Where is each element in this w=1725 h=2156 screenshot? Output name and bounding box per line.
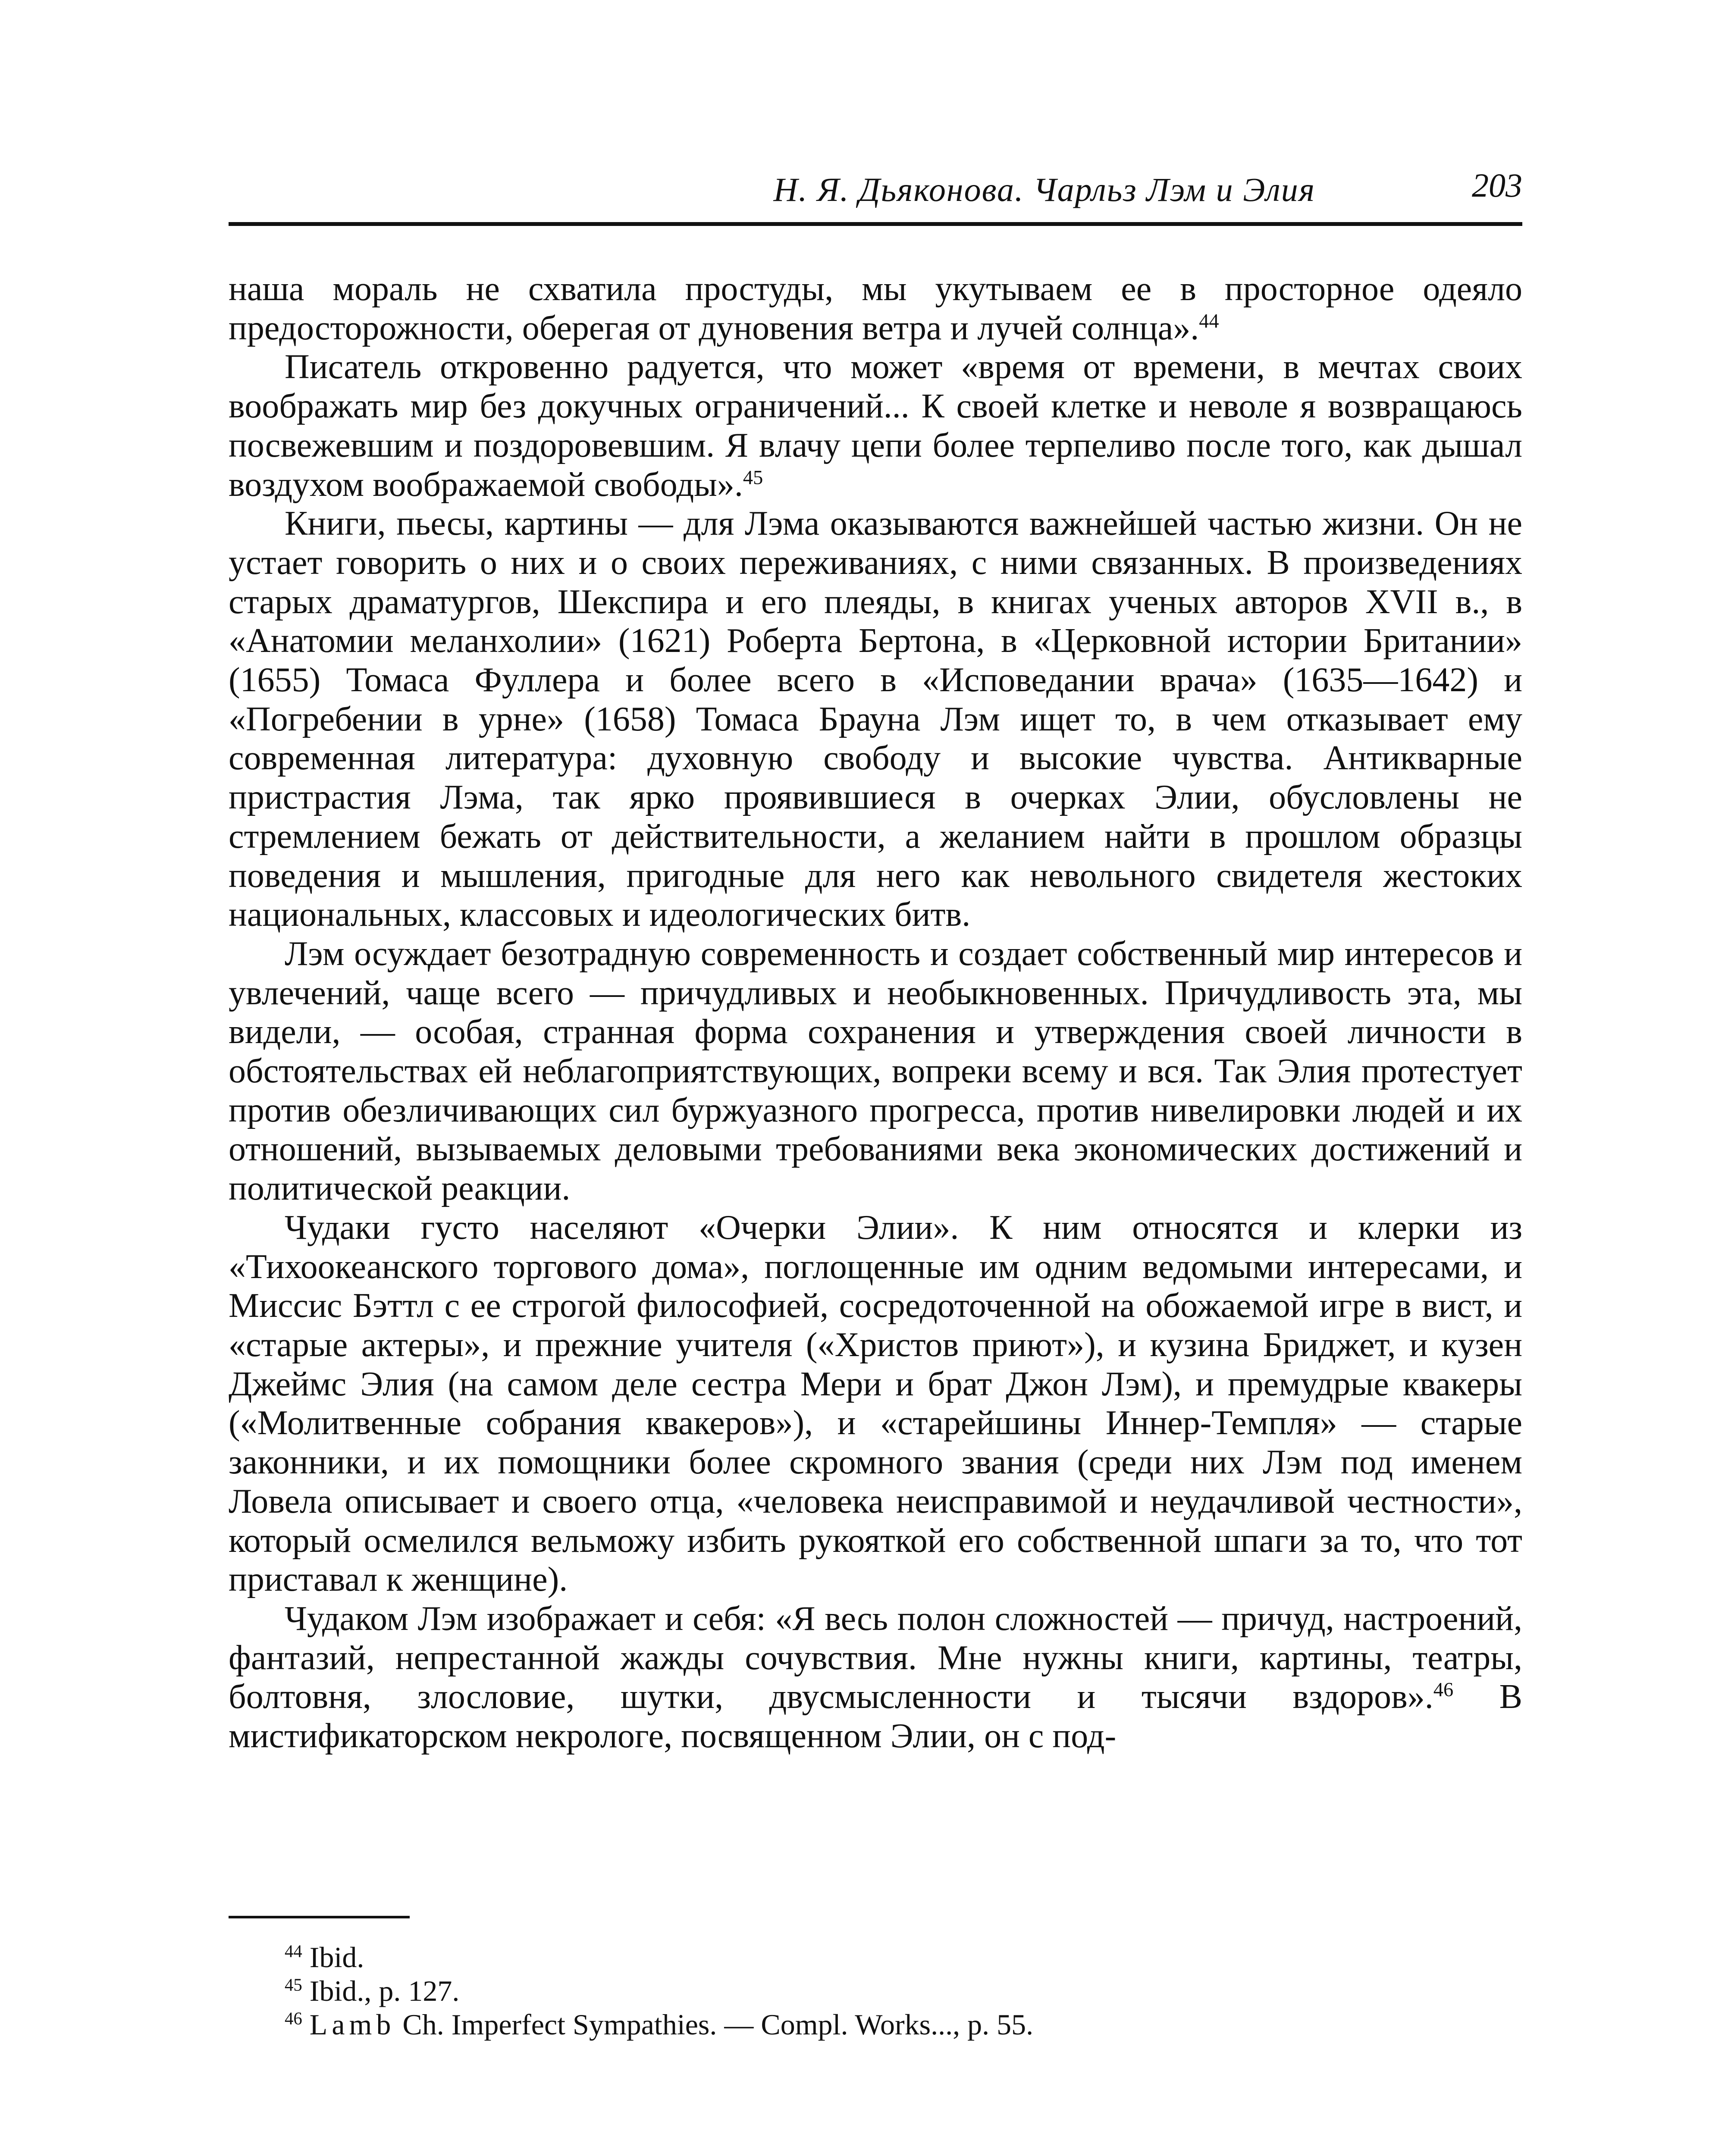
paragraph-text: Лэм осуждает безотрадную современность и создает собственный мир интересов и увлечений, чаще всего — причудливых и необыкновенных. Причудливость эта, мы видели, — особая, странная форма сохранения и утверждения своей личности в обстоятельствах ей неблагоприятствующих, вопреки всему и вся. Так Элия протестует против обезличивающих сил буржуазного прогресса, против нивелировки людей и их отношений, вызываемых деловыми требованиями века экономических достижений и политической реакции. [229,934,1522,1208]
main-text [229,270,1522,1756]
footnotes [285,1940,1522,2041]
footnote-rule [229,1916,410,1918]
footnote-text: Ibid. [309,1941,364,1974]
footnote-number: 46 [285,2009,302,2028]
footnote-author: Lamb [309,2008,395,2041]
footnote-text: Ibid., p. 127. [309,1974,460,2007]
footnote-text: Ch. Imperfect Sympathies. — Compl. Works..., p. 55. [395,2008,1034,2041]
paragraph [229,504,1522,934]
footnote-ref: 46 [1433,1679,1454,1701]
page-number: 203 [1472,166,1522,204]
footnote [285,1940,1522,1974]
paragraph-text: Чудаком Лэм изображает и себя: «Я весь полон сложностей — причуд, настроений, фантазий, непрестанной жажды сочувствия. Мне нужны книги, картины, театры, болтовня, злословие, шутки, двусмысленности и тысячи вздоров». [229,1599,1522,1716]
footnote-ref: 44 [1199,310,1219,332]
paragraph-text: наша мораль не схватила простуды, мы укутываем ее в просторное одеяло предосторожности, оберегая от дуновения ветра и лучей солнца». [229,270,1522,347]
header-rule [229,222,1522,226]
running-title: Н. Я. Дьяконова. Чарльз Лэм и Элия [773,171,1315,208]
paragraph [229,1208,1522,1599]
paragraph-text: В мистификаторском некрологе, посвященном Элии, он с под- [229,1678,1522,1755]
paragraph [229,348,1522,504]
paragraph-text: Писатель откровенно радуется, что может «время от времени, в мечтах своих воображать мир без докучных ограничений... К своей клетке и неволе я возвращаюсь посвежевшим и поздоровевшим. Я влачу цепи более терпеливо после того, как дышал воздухом воображаемой свободы». [229,348,1522,504]
paragraph [229,934,1522,1208]
paragraph [229,1599,1522,1756]
footnote [285,1974,1522,2008]
paragraph-text: Книги, пьесы, картины — для Лэма оказываются важнейшей частью жизни. Он не устает говорить о них и о своих переживаниях, с ними связанных. В произведениях старых драматургов, Шекспира и его плеяды, в книгах ученых авторов XVII в., в «Анатомии меланхолии» (1621) Роберта Бертона, в «Церковной истории Британии» (1655) Томаса Фуллера и более всего в «Исповедании врача» (1635—1642) и «Погребении в урне» (1658) Томаса Брауна Лэм ищет то, в чем отказывает ему современная литература: духовную свободу и высокие чувства. Антикварные пристрастия Лэма, так ярко проявившиеся в очерках Элии, обусловлены не стремлением бежать от действительности, а желанием найти в прошлом образцы поведения и мышления, пригодные для него как невольного свидетеля жестоких национальных, классовых и идеологических битв. [229,505,1522,934]
footnote [285,2008,1522,2041]
footnote-number: 44 [285,1941,302,1961]
paragraph [229,270,1522,348]
footnote-ref: 45 [743,466,763,489]
footnote-number: 45 [285,1975,302,1995]
paragraph-text: Чудаки густо населяют «Очерки Элии». К ним относятся и клерки из «Тихоокеанского торгового дома», поглощенные им одним ведомыми интересами, и Миссис Бэттл с ее строгой философией, сосредоточенной на обожаемой игре в вист, и «старые актеры», и прежние учителя («Христов приют»), и кузина Бриджет, и кузен Джеймс Элия (на самом деле сестра Мери и брат Джон Лэм), и премудрые квакеры («Молитвенные собрания квакеров»), и «старейшины Иннер-Темпля» — старые законники, и их помощники более скромного звания (среди них Лэм под именем Ловела описывает и своего отца, «человека неисправимой и неудачливой честности», который осмелился вельможу избить рукояткой его собственной шпаги за то, что тот приставал к женщине). [229,1208,1522,1599]
page-header [229,166,1522,231]
